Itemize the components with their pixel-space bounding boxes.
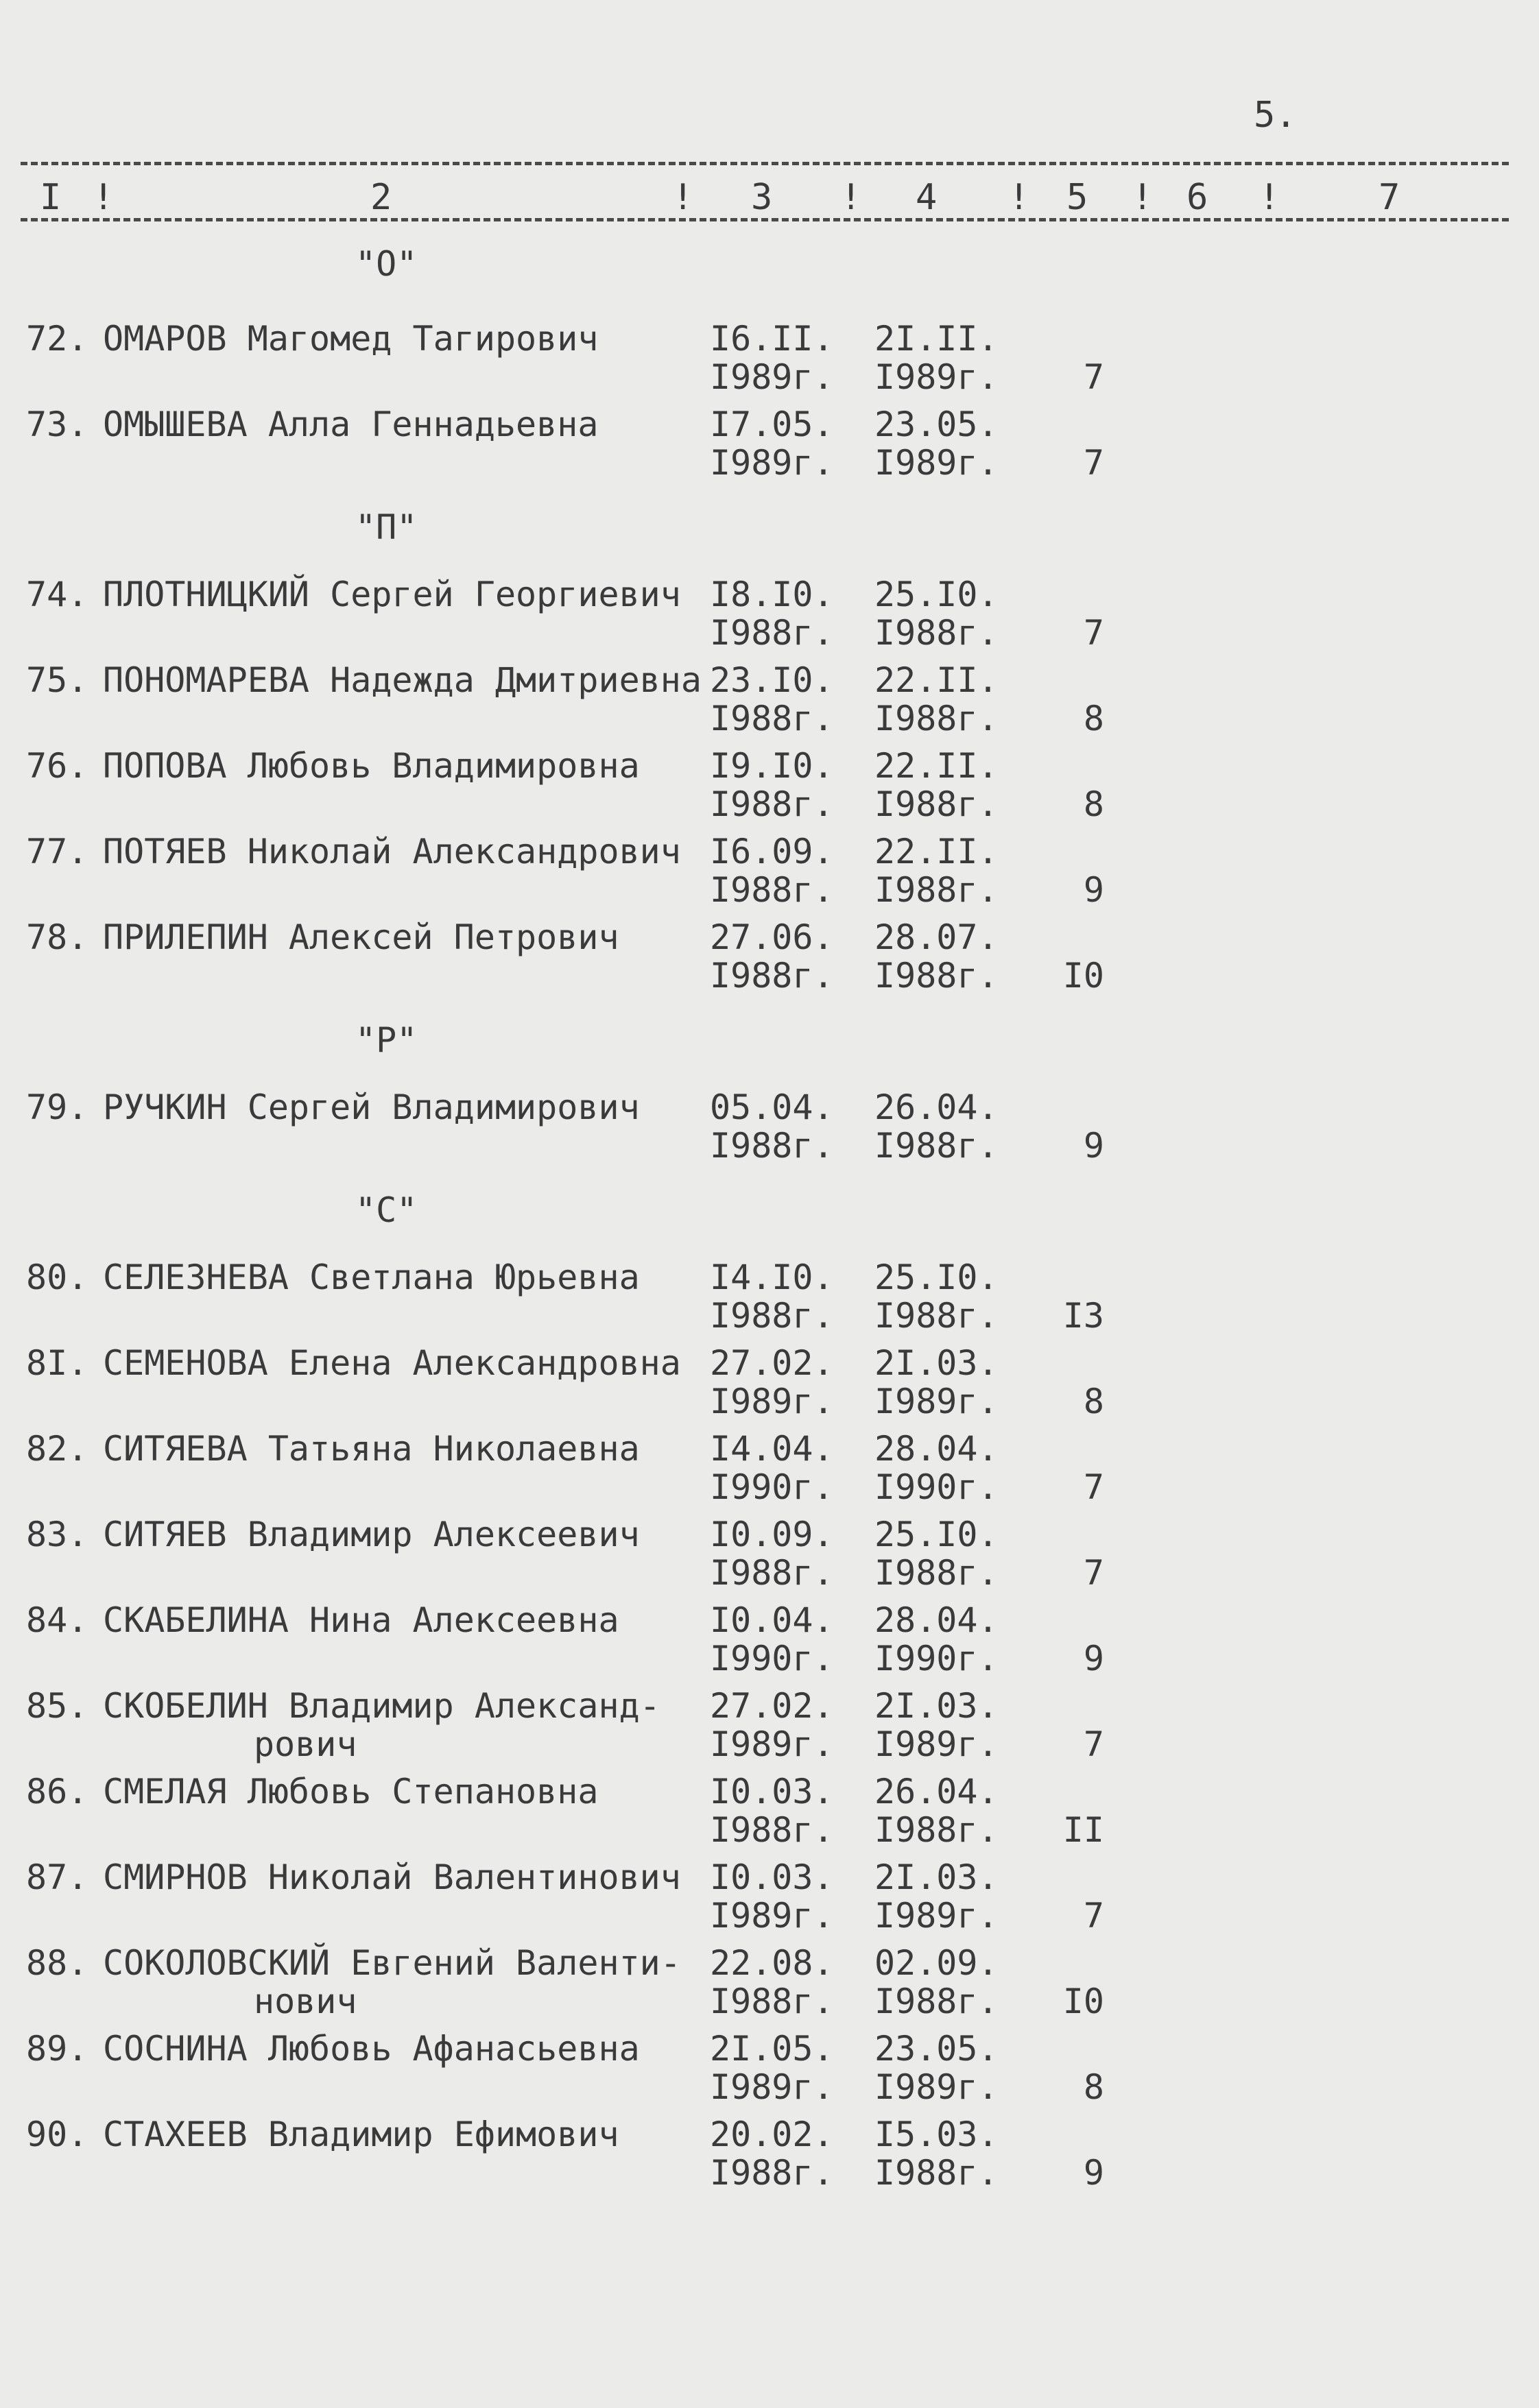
- end-year: I988г.: [874, 1126, 999, 1166]
- table-row: [0, 1343, 1539, 1428]
- end-date: 2I.03.: [874, 1343, 999, 1383]
- end-year: I989г.: [874, 1382, 999, 1421]
- person-name: ОМАРОВ Магомед Тагирович: [103, 319, 599, 359]
- person-name: СМИРНОВ Николай Валентинович: [103, 1857, 681, 1897]
- person-name: СИТЯЕВА Татьяна Николаевна: [103, 1429, 640, 1469]
- start-year: I989г.: [710, 1896, 834, 1936]
- start-date: 20.02.: [710, 2115, 834, 2154]
- end-year: I988г.: [874, 870, 999, 910]
- start-date: 23.I0.: [710, 660, 834, 700]
- row-number: 89.: [26, 2029, 88, 2069]
- header-col-2: 2: [370, 177, 392, 218]
- days-count: II: [1062, 1810, 1104, 1850]
- end-date: 02.09.: [874, 1943, 999, 1983]
- person-name: СЕЛЕЗНЕВА Светлана Юрьевна: [103, 1257, 640, 1297]
- end-year: I988г.: [874, 1810, 999, 1850]
- end-date: 25.I0.: [874, 575, 999, 614]
- start-year: I989г.: [710, 1724, 834, 1764]
- end-year: I989г.: [874, 357, 999, 397]
- end-year: I988г.: [874, 1296, 999, 1336]
- header-separator: !: [672, 177, 694, 218]
- end-year: I989г.: [874, 1896, 999, 1936]
- person-name: ПОТЯЕВ Николай Александрович: [103, 832, 681, 871]
- end-date: 25.I0.: [874, 1515, 999, 1554]
- table-row: [0, 319, 1539, 404]
- section-letter-r: "Р": [355, 1020, 418, 1060]
- table-row: [0, 405, 1539, 490]
- row-number: 73.: [26, 405, 88, 444]
- table-row: [0, 746, 1539, 831]
- days-count: 8: [1083, 2067, 1104, 2107]
- table-row: [0, 2115, 1539, 2200]
- start-year: I988г.: [710, 1982, 834, 2021]
- row-number: 77.: [26, 832, 88, 871]
- end-date: I5.03.: [874, 2115, 999, 2154]
- page-number: 5.: [1254, 95, 1297, 136]
- end-year: I988г.: [874, 1553, 999, 1593]
- days-count: 7: [1083, 1467, 1104, 1507]
- end-year: I988г.: [874, 1982, 999, 2021]
- row-number: 80.: [26, 1257, 88, 1297]
- table-row: [0, 1257, 1539, 1343]
- end-date: 22.II.: [874, 660, 999, 700]
- table-row: [0, 2029, 1539, 2114]
- person-name: РУЧКИН Сергей Владимирович: [103, 1087, 640, 1127]
- days-count: I0: [1062, 956, 1104, 996]
- table-row: [0, 1515, 1539, 1600]
- start-date: I0.03.: [710, 1857, 834, 1897]
- row-number: 74.: [26, 575, 88, 614]
- end-date: 26.04.: [874, 1772, 999, 1811]
- start-year: I990г.: [710, 1639, 834, 1678]
- days-count: 9: [1083, 1639, 1104, 1678]
- header-rule-bottom: [21, 218, 1509, 221]
- start-year: I988г.: [710, 699, 834, 738]
- header-col-7: 7: [1379, 177, 1400, 218]
- person-name: СОСНИНА Любовь Афанасьевна: [103, 2029, 640, 2069]
- person-name: ПОПОВА Любовь Владимировна: [103, 746, 640, 786]
- end-year: I988г.: [874, 699, 999, 738]
- start-year: I990г.: [710, 1467, 834, 1507]
- row-number: 86.: [26, 1772, 88, 1811]
- start-date: 22.08.: [710, 1943, 834, 1983]
- start-date: I4.04.: [710, 1429, 834, 1469]
- table-row: [0, 1686, 1539, 1771]
- row-number: 85.: [26, 1686, 88, 1726]
- days-count: 7: [1083, 443, 1104, 483]
- days-count: 7: [1083, 357, 1104, 397]
- person-name: СИТЯЕВ Владимир Алексеевич: [103, 1515, 640, 1554]
- person-name: ПЛОТНИЦКИЙ Сергей Георгиевич: [103, 575, 681, 614]
- start-year: I988г.: [710, 956, 834, 996]
- row-number: 76.: [26, 746, 88, 786]
- end-year: I989г.: [874, 443, 999, 483]
- row-number: 83.: [26, 1515, 88, 1554]
- days-count: I3: [1062, 1296, 1104, 1336]
- person-name: СМЕЛАЯ Любовь Степановна: [103, 1772, 599, 1811]
- end-year: I989г.: [874, 1724, 999, 1764]
- end-date: 28.04.: [874, 1600, 999, 1640]
- start-date: I9.I0.: [710, 746, 834, 786]
- start-year: I989г.: [710, 1382, 834, 1421]
- start-date: I0.04.: [710, 1600, 834, 1640]
- header-rule-top: [21, 162, 1509, 165]
- person-name: СТАХЕЕВ Владимир Ефимович: [103, 2115, 619, 2154]
- table-row: [0, 1943, 1539, 2028]
- days-count: 9: [1083, 1126, 1104, 1166]
- end-date: 22.II.: [874, 832, 999, 871]
- row-number: 75.: [26, 660, 88, 700]
- section-letter-s: "С": [355, 1190, 418, 1230]
- end-year: I990г.: [874, 1639, 999, 1678]
- row-number: 87.: [26, 1857, 88, 1897]
- section-letter-o: "О": [355, 244, 418, 284]
- end-year: I990г.: [874, 1467, 999, 1507]
- days-count: 7: [1083, 1896, 1104, 1936]
- header-col-6: 6: [1186, 177, 1208, 218]
- start-date: I8.I0.: [710, 575, 834, 614]
- person-name: ПОНОМАРЕВА Надежда Дмитриевна: [103, 660, 702, 700]
- table-row: [0, 1772, 1539, 1857]
- person-name-continuation: нович: [254, 1982, 357, 2021]
- start-year: I988г.: [710, 870, 834, 910]
- header-separator: !: [93, 177, 115, 218]
- table-row: [0, 575, 1539, 660]
- header-col-4: 4: [916, 177, 938, 218]
- start-date: 27.02.: [710, 1686, 834, 1726]
- row-number: 84.: [26, 1600, 88, 1640]
- person-name: СОКОЛОВСКИЙ Евгений Валенти-: [103, 1943, 681, 1983]
- days-count: 8: [1083, 784, 1104, 824]
- table-row: [0, 1429, 1539, 1514]
- person-name-continuation: рович: [254, 1724, 357, 1764]
- table-row: [0, 917, 1539, 1002]
- start-year: I989г.: [710, 2067, 834, 2107]
- row-number: 88.: [26, 1943, 88, 1983]
- days-count: 9: [1083, 870, 1104, 910]
- row-number: 8I.: [26, 1343, 88, 1383]
- header-col-3: 3: [751, 177, 773, 218]
- row-number: 82.: [26, 1429, 88, 1469]
- start-year: I988г.: [710, 1126, 834, 1166]
- header-separator: !: [840, 177, 862, 218]
- end-date: 25.I0.: [874, 1257, 999, 1297]
- row-number: 79.: [26, 1087, 88, 1127]
- start-date: 05.04.: [710, 1087, 834, 1127]
- header-separator: !: [1008, 177, 1030, 218]
- end-date: 2I.03.: [874, 1686, 999, 1726]
- start-year: I989г.: [710, 443, 834, 483]
- days-count: 7: [1083, 613, 1104, 653]
- person-name: СКОБЕЛИН Владимир Александ-: [103, 1686, 660, 1726]
- end-date: 2I.03.: [874, 1857, 999, 1897]
- start-year: I988г.: [710, 1296, 834, 1336]
- table-row: [0, 660, 1539, 745]
- person-name: СЕМЕНОВА Елена Александровна: [103, 1343, 681, 1383]
- days-count: 8: [1083, 699, 1104, 738]
- start-date: I0.09.: [710, 1515, 834, 1554]
- days-count: I0: [1062, 1982, 1104, 2021]
- end-date: 22.II.: [874, 746, 999, 786]
- table-header: [0, 177, 1539, 218]
- person-name: ОМЫШЕВА Алла Геннадьевна: [103, 405, 599, 444]
- header-col-5: 5: [1066, 177, 1088, 218]
- days-count: 7: [1083, 1724, 1104, 1764]
- start-year: I989г.: [710, 357, 834, 397]
- start-year: I988г.: [710, 1810, 834, 1850]
- end-year: I989г.: [874, 2067, 999, 2107]
- table-row: [0, 1087, 1539, 1172]
- end-year: I988г.: [874, 613, 999, 653]
- end-date: 23.05.: [874, 405, 999, 444]
- start-date: 27.06.: [710, 917, 834, 957]
- person-name: СКАБЕЛИНА Нина Алексеевна: [103, 1600, 619, 1640]
- person-name: ПРИЛЕПИН Алексей Петрович: [103, 917, 619, 957]
- end-date: 2I.II.: [874, 319, 999, 359]
- days-count: 7: [1083, 1553, 1104, 1593]
- row-number: 90.: [26, 2115, 88, 2154]
- header-separator: !: [1258, 177, 1280, 218]
- row-number: 72.: [26, 319, 88, 359]
- start-date: I4.I0.: [710, 1257, 834, 1297]
- start-date: 2I.05.: [710, 2029, 834, 2069]
- section-letter-p: "П": [355, 507, 418, 547]
- days-count: 9: [1083, 2153, 1104, 2193]
- end-year: I988г.: [874, 784, 999, 824]
- end-year: I988г.: [874, 2153, 999, 2193]
- start-date: I6.II.: [710, 319, 834, 359]
- end-date: 28.07.: [874, 917, 999, 957]
- days-count: 8: [1083, 1382, 1104, 1421]
- start-date: I7.05.: [710, 405, 834, 444]
- end-year: I988г.: [874, 956, 999, 996]
- start-year: I988г.: [710, 613, 834, 653]
- end-date: 23.05.: [874, 2029, 999, 2069]
- start-year: I988г.: [710, 2153, 834, 2193]
- table-row: [0, 832, 1539, 917]
- start-date: 27.02.: [710, 1343, 834, 1383]
- end-date: 26.04.: [874, 1087, 999, 1127]
- header-separator: !: [1132, 177, 1154, 218]
- table-row: [0, 1600, 1539, 1685]
- end-date: 28.04.: [874, 1429, 999, 1469]
- start-date: I6.09.: [710, 832, 834, 871]
- start-date: I0.03.: [710, 1772, 834, 1811]
- row-number: 78.: [26, 917, 88, 957]
- table-row: [0, 1857, 1539, 1942]
- start-year: I988г.: [710, 784, 834, 824]
- header-col-1: I: [40, 177, 62, 218]
- start-year: I988г.: [710, 1553, 834, 1593]
